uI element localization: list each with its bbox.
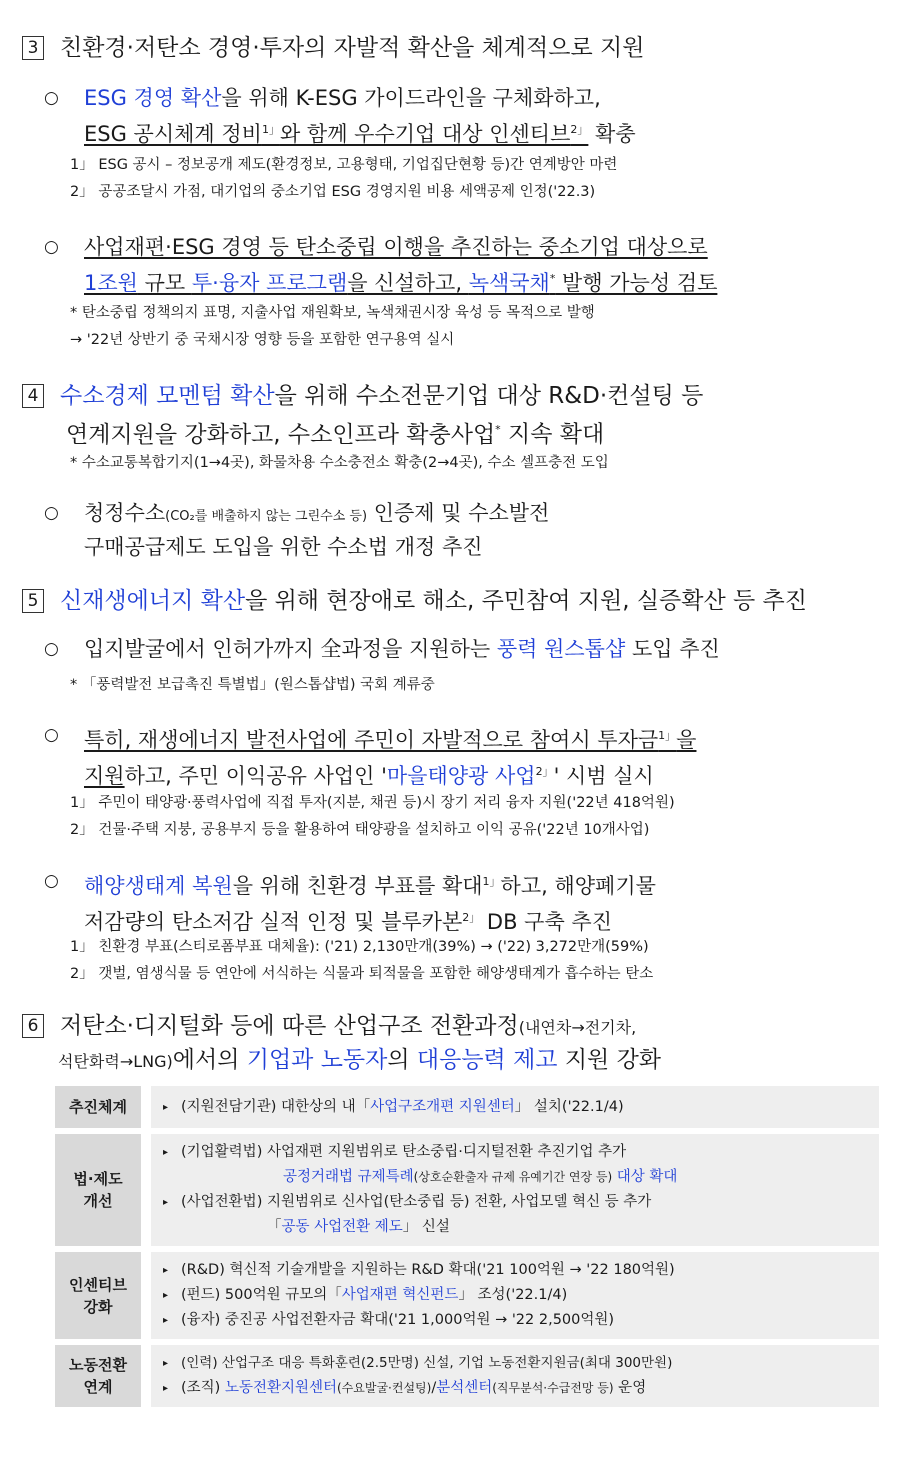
text: (지원전담기관) 대한상의 내「 bbox=[181, 1098, 371, 1115]
s4-notes bbox=[70, 450, 880, 477]
highlight: 대응능력 제고 bbox=[416, 1047, 558, 1073]
note-line: 2」 공공조달시 가점, 대기업의 중소기업 ESG 경영지원 비용 세액공제 인정('22.3) bbox=[70, 184, 596, 200]
highlight: 수소경제 모멘텀 확산 bbox=[60, 383, 275, 409]
label-text: 추진체계 bbox=[69, 1098, 127, 1116]
s5-bullet-solar bbox=[44, 720, 880, 792]
bullet-mark: ○ bbox=[44, 503, 59, 523]
highlight: 풍력 원스톱샵 bbox=[496, 637, 626, 661]
text: 규모 bbox=[137, 271, 192, 295]
s5-notes-3 bbox=[70, 934, 880, 988]
s3-bullet-esg bbox=[44, 83, 880, 150]
triangle-bullet-icon: ▸ bbox=[163, 1358, 169, 1369]
text: 입지발굴에서 인허가까지 全과정을 지원하는 bbox=[84, 637, 497, 661]
highlight: 1조원 bbox=[84, 271, 138, 295]
panel-row bbox=[55, 1345, 879, 1407]
text: 운영 bbox=[613, 1380, 647, 1396]
triangle-bullet-icon: ▸ bbox=[163, 1315, 169, 1326]
footnote-ref: 1」 bbox=[261, 123, 280, 136]
text: 사업재편·ESG 경영 등 탄소중립 이행을 추진하는 중소기업 대상으로 bbox=[84, 235, 708, 259]
note-line: * 탄소중립 정책의지 표명, 지출사업 재원확보, 녹색채권시장 육성 등 목적으로 발행 bbox=[70, 305, 595, 321]
text: 구매공급제도 도입을 위한 수소법 개정 추진 bbox=[84, 535, 483, 559]
text: 하고, 주민 이익공유 사업인 ' bbox=[124, 764, 387, 788]
highlight: 기업과 노동자 bbox=[246, 1047, 388, 1073]
triangle-bullet-icon: ▸ bbox=[163, 1147, 169, 1158]
text: 저감량의 탄소저감 실적 인정 및 블루카본 bbox=[84, 910, 463, 934]
section-number: 6 bbox=[22, 1014, 44, 1038]
text: 을 bbox=[676, 728, 697, 752]
text: 지원 강화 bbox=[557, 1047, 662, 1073]
text: 와 함께 우수기업 대상 인센티브 bbox=[279, 122, 571, 146]
bullet-mark: ○ bbox=[44, 88, 59, 108]
highlight: 대상 확대 bbox=[612, 1169, 678, 1185]
text: 지원 bbox=[84, 764, 125, 788]
highlight: 노동전환지원센터 bbox=[224, 1380, 337, 1396]
text: 을 위해 현장애로 해소, 주민참여 지원, 실증확산 등 추진 bbox=[245, 588, 807, 614]
section-number: 4 bbox=[22, 384, 44, 408]
s4-bullet-hydrogen bbox=[44, 498, 880, 563]
text: 연계지원을 강화하고, 수소인프라 확충사업 bbox=[66, 421, 496, 448]
text: ESG 공시체계 정비 bbox=[84, 122, 262, 146]
text: 」 조성('22.1/4) bbox=[458, 1287, 568, 1303]
highlight: 해양생태계 복원 bbox=[84, 874, 233, 898]
row-label bbox=[55, 1134, 141, 1246]
text: 도입 추진 bbox=[625, 637, 720, 661]
highlight: 녹색국채 bbox=[468, 271, 550, 295]
highlight: 사업구조개편 지원센터 bbox=[370, 1098, 515, 1115]
footnote-ref: 1」 bbox=[482, 875, 501, 888]
text: 「 bbox=[267, 1219, 282, 1235]
label-text: 노동전환 bbox=[69, 1356, 127, 1374]
s3-notes-2 bbox=[70, 300, 880, 354]
row-content bbox=[151, 1086, 879, 1128]
text: 석탄화력→LNG) bbox=[58, 1052, 173, 1071]
note-line: 1」 주민이 태양광·풍력사업에 직접 투자(지분, 채권 등)시 장기 저리 융자 지원('22년 418억원) bbox=[70, 795, 675, 811]
note-line: 2」 갯벌, 염생식물 등 연안에 서식하는 식물과 퇴적물을 포함한 해양생태계가 흡수하는 탄소 bbox=[70, 966, 654, 982]
section-title: 친환경·저탄소 경영·투자의 자발적 확산을 체계적으로 지원 bbox=[60, 35, 645, 61]
text: 저탄소·디지털화 등에 따른 산업구조 전환과정 bbox=[60, 1013, 519, 1039]
text: 」 신설 bbox=[402, 1219, 450, 1235]
row-label bbox=[55, 1345, 141, 1407]
footnote-ref: * bbox=[495, 423, 501, 436]
text: (직무분석·수급전망 등) bbox=[492, 1381, 614, 1395]
text: (기업활력법) 사업재편 지원범위로 탄소중립·디지털전환 추진기업 추가 bbox=[181, 1144, 627, 1160]
text: 확충 bbox=[588, 122, 636, 146]
section-5-heading bbox=[22, 585, 880, 618]
text: 하고, 해양폐기물 bbox=[500, 874, 656, 898]
policy-panel bbox=[55, 1080, 879, 1413]
text: 의 bbox=[387, 1047, 417, 1073]
triangle-bullet-icon: ▸ bbox=[163, 1290, 169, 1301]
text: ' 시범 실시 bbox=[553, 764, 654, 788]
panel-row bbox=[55, 1252, 879, 1339]
text: 에서의 bbox=[172, 1047, 247, 1073]
section-3-heading bbox=[22, 32, 880, 65]
text: DB 구축 추진 bbox=[480, 910, 612, 934]
text: 발행 가능성 검토 bbox=[555, 271, 718, 295]
section-number: 5 bbox=[22, 589, 44, 613]
row-content bbox=[151, 1252, 879, 1339]
highlight: ESG 경영 확산 bbox=[84, 86, 222, 110]
highlight: 사업재편 혁신펀드 bbox=[341, 1287, 459, 1303]
row-content bbox=[151, 1345, 879, 1407]
label-text: 연계 bbox=[83, 1378, 113, 1396]
triangle-bullet-icon: ▸ bbox=[163, 1101, 169, 1113]
s5-notes-1 bbox=[70, 672, 880, 699]
label-text: 개선 bbox=[83, 1192, 113, 1210]
label-text: 강화 bbox=[83, 1297, 113, 1316]
note-line: 1」 ESG 공시 – 정보공개 제도(환경정보, 고용형태, 기업집단현황 등)간 연계방안 마련 bbox=[70, 157, 618, 173]
footnote-ref: * bbox=[549, 272, 556, 285]
label-text: 법·제도 bbox=[73, 1170, 123, 1188]
text: (펀드) 500억원 규모의「 bbox=[181, 1287, 342, 1303]
section-4-heading bbox=[22, 380, 880, 452]
text: 지속 확대 bbox=[500, 421, 605, 448]
text: / bbox=[431, 1380, 437, 1396]
text: (인력) 산업구조 대응 특화훈련(2.5만명) 신설, 기업 노동전환지원금(최대 300만원) bbox=[181, 1355, 673, 1371]
row-label bbox=[55, 1086, 141, 1128]
triangle-bullet-icon: ▸ bbox=[163, 1197, 169, 1208]
label-text: 인센티브 bbox=[69, 1275, 127, 1294]
text: (사업전환법) 지원범위로 신사업(탄소중립 등) 전환, 사업모델 혁신 등 추가 bbox=[181, 1194, 652, 1210]
bullet-mark: ○ bbox=[44, 725, 59, 745]
text: 청정수소 bbox=[84, 501, 166, 525]
text: 을 위해 친환경 부표를 확대 bbox=[232, 874, 483, 898]
footnote-ref: 1」 bbox=[658, 729, 677, 742]
s5-bullet-ocean bbox=[44, 866, 880, 938]
text: 을 신설하고, bbox=[347, 271, 469, 295]
triangle-bullet-icon: ▸ bbox=[163, 1383, 169, 1394]
highlight: 공동 사업전환 제도 bbox=[281, 1219, 403, 1235]
highlight: 분석센터 bbox=[436, 1380, 493, 1396]
highlight: 공정거래법 규제특례 bbox=[283, 1169, 414, 1185]
triangle-bullet-icon: ▸ bbox=[163, 1265, 169, 1276]
section-6-heading bbox=[22, 1010, 880, 1078]
text: (수요발굴·컨설팅) bbox=[337, 1381, 432, 1395]
note-line: * 「풍력발전 보급촉진 특별법」(원스톱샵법) 국회 계류중 bbox=[70, 677, 435, 693]
text: (상호순환출자 규제 유예기간 연장 등) bbox=[413, 1170, 613, 1184]
note-line: → '22년 상반기 중 국채시장 영향 등을 포함한 연구용역 실시 bbox=[70, 332, 455, 348]
bullet-mark: ○ bbox=[44, 237, 59, 257]
note-line: 2」 건물·주택 지붕, 공용부지 등을 활용하여 태양광을 설치하고 이익 공유('22년 10개사업) bbox=[70, 822, 650, 838]
text: 을 위해 수소전문기업 대상 R&D·컨설팅 등 bbox=[274, 383, 704, 409]
row-label bbox=[55, 1252, 141, 1339]
s3-notes-1 bbox=[70, 152, 880, 206]
panel-row bbox=[55, 1134, 879, 1246]
bullet-mark: ○ bbox=[44, 639, 59, 659]
text: (R&D) 혁신적 기술개발을 지원하는 R&D 확대('21 100억원 → '22 180억원) bbox=[181, 1262, 675, 1278]
s5-notes-2 bbox=[70, 790, 880, 844]
note-line: 1」 친환경 부표(스티로폼부표 대체율): ('21) 2,130만개(39%) → ('22) 3,272만개(59%) bbox=[70, 939, 649, 955]
text: 인증제 및 수소발전 bbox=[367, 501, 550, 525]
section-number: 3 bbox=[22, 36, 44, 60]
highlight: 신재생에너지 확산 bbox=[60, 588, 246, 614]
s5-bullet-wind bbox=[44, 634, 880, 665]
highlight: 마을태양광 사업 bbox=[386, 764, 536, 788]
text: (내연차→전기차, bbox=[518, 1018, 637, 1037]
footnote-ref: 2」 bbox=[570, 123, 589, 136]
footnote-ref: 2」 bbox=[535, 765, 554, 778]
text: 」 설치('22.1/4) bbox=[514, 1098, 624, 1115]
bullet-mark: ○ bbox=[44, 871, 59, 891]
text: (융자) 중진공 사업전환자금 확대('21 1,000억원 → '22 2,500억원) bbox=[181, 1312, 615, 1328]
text: 특히, 재생에너지 발전사업에 주민이 자발적으로 참여시 투자금 bbox=[84, 728, 659, 752]
highlight: 투·융자 프로그램 bbox=[191, 271, 348, 295]
text: 을 위해 K-ESG 가이드라인을 구체화하고, bbox=[221, 86, 601, 110]
text: (CO₂를 배출하지 않는 그린수소 등) bbox=[165, 509, 368, 524]
note-line: * 수소교통복합기지(1→4곳), 화물차용 수소충전소 확충(2→4곳), 수소 셀프충전 도입 bbox=[70, 455, 609, 471]
row-content bbox=[151, 1134, 879, 1246]
footnote-ref: 2」 bbox=[462, 911, 481, 924]
s3-bullet-fund bbox=[44, 232, 880, 299]
panel-row bbox=[55, 1086, 879, 1128]
text: (조직) bbox=[181, 1380, 225, 1396]
